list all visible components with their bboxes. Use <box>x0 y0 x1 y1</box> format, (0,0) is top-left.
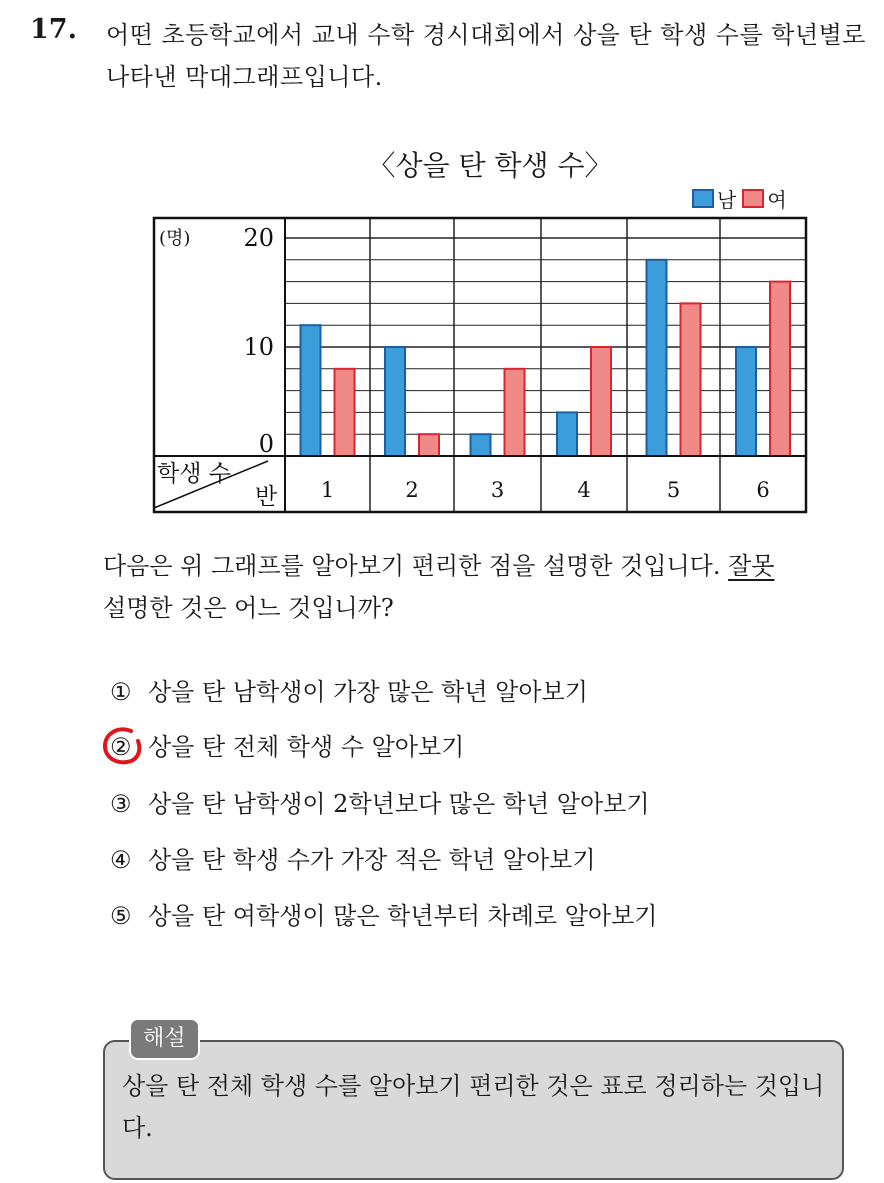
choice-2[interactable] <box>110 731 464 763</box>
choice-text: 상을 탄 전체 학생 수 알아보기 <box>148 733 465 761</box>
x-tick-label: 5 <box>666 478 681 502</box>
bar-female-5 <box>681 303 701 456</box>
choice-5[interactable] <box>110 900 657 932</box>
y-tick-label: 20 <box>243 224 274 252</box>
answer-circle-mark <box>101 725 143 767</box>
bar-female-2 <box>419 434 439 456</box>
x-tick-label: 4 <box>577 478 591 502</box>
bar-male-1 <box>301 325 321 456</box>
x-tick-label: 3 <box>490 478 505 502</box>
y-axis-unit: (명) <box>159 228 191 249</box>
prompt-underlined: 잘못 <box>728 552 775 580</box>
y-tick-label: 10 <box>243 333 274 361</box>
choice-4[interactable] <box>110 844 596 876</box>
bar-male-4 <box>557 412 577 456</box>
x-tick-label: 2 <box>405 478 419 502</box>
y-tick-label: 0 <box>258 430 274 458</box>
chart-title: 〈상을 탄 학생 수〉 <box>367 149 613 182</box>
question-text: 어떤 초등학교에서 교내 수학 경시대회에서 상을 탄 학생 수를 학년별로 나타낸 막대그래프입니다. <box>106 21 866 91</box>
question-prompt <box>103 545 863 629</box>
solution-text: 상을 탄 전체 학생 수를 알아보기 편리한 것은 표로 정리하는 것입니다. <box>122 1072 825 1142</box>
bar-chart <box>0 0 884 540</box>
choice-text: 상을 탄 학생 수가 가장 적은 학년 알아보기 <box>148 846 596 874</box>
solution-label: 해설 <box>129 1018 200 1060</box>
choice-marker: ① <box>110 678 132 706</box>
bar-female-6 <box>770 282 790 456</box>
prompt-text-2: 설명한 것은 어느 것입니까? <box>103 594 394 622</box>
choice-text: 상을 탄 남학생이 2학년보다 많은 학년 알아보기 <box>148 790 650 818</box>
legend-label-female: 여 <box>767 187 787 212</box>
bar-male-6 <box>736 347 756 456</box>
x-tick-label: 6 <box>756 478 770 502</box>
choice-marker: ⑤ <box>110 902 132 930</box>
choice-1[interactable] <box>110 676 588 708</box>
prompt-text: 다음은 위 그래프를 알아보기 편리한 점을 설명한 것입니다. <box>103 552 729 580</box>
choice-marker: ③ <box>110 790 132 818</box>
bar-female-1 <box>335 369 355 456</box>
choice-text: 상을 탄 남학생이 가장 많은 학년 알아보기 <box>148 678 588 706</box>
choice-3[interactable] <box>110 788 650 820</box>
bar-male-2 <box>385 347 405 456</box>
legend-label-male: 남 <box>717 187 737 212</box>
x-tick-label: 1 <box>320 478 335 502</box>
bar-female-3 <box>505 369 525 456</box>
question-number: 17. <box>30 14 77 45</box>
bar-male-5 <box>647 260 667 456</box>
bar-male-3 <box>471 434 491 456</box>
corner-label-bottom: 반 <box>255 484 278 510</box>
corner-label-top: 학생 수 <box>157 461 231 487</box>
choice-marker: ② <box>110 733 132 761</box>
bar-female-4 <box>591 347 611 456</box>
choice-text: 상을 탄 여학생이 많은 학년부터 차례로 알아보기 <box>148 902 658 930</box>
choice-marker: ④ <box>110 846 132 874</box>
